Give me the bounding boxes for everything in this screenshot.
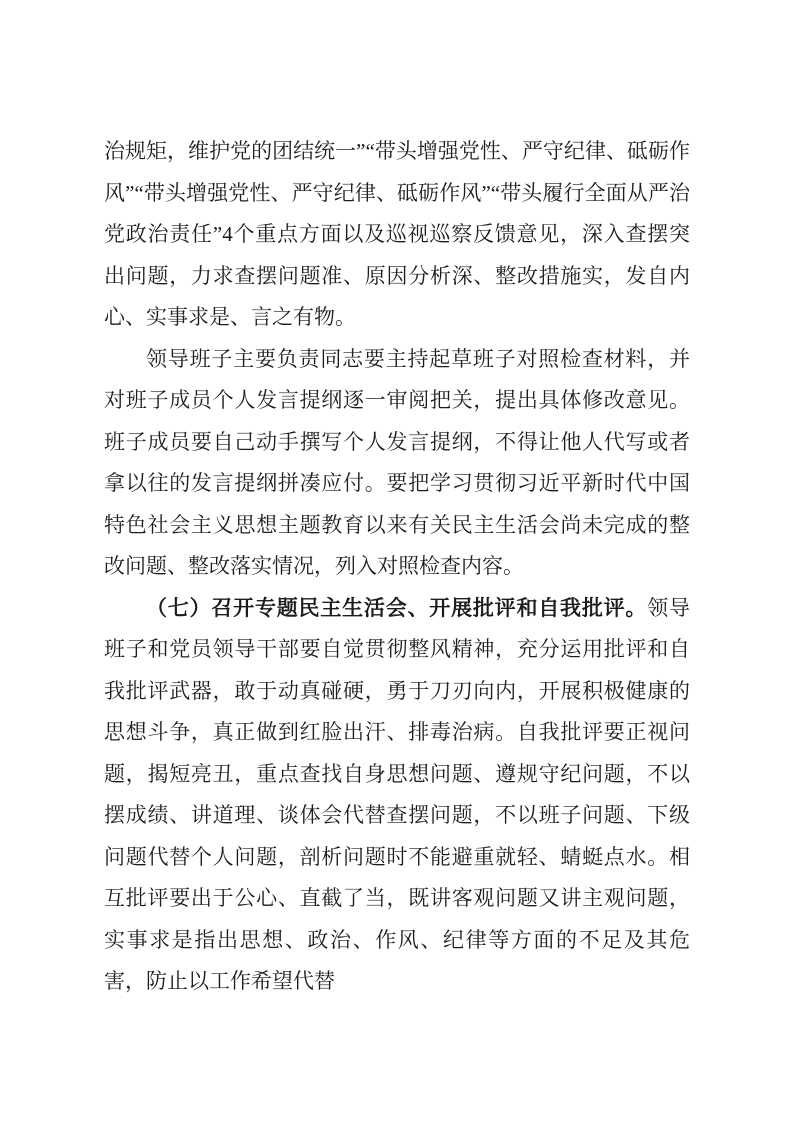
paragraph-text: 治规矩，维护党的团结统一”“带头增强党性、严守纪律、砥砺作风”“带头增强党性、严守纪律、砥砺作风”“带头履行全面从严治党政治责任”4个重点方面以及巡视巡察反馈意见，深入查摆突出问题，力求查摆问题准、原因分析深、整改措施实，发自内心、实事求是、言之有物。 [104,139,690,329]
paragraph-text: 领导班子和党员领导干部要自觉贯彻整风精神，充分运用批评和自我批评武器，敢于动真碰硬，勇于刀刃向内，开展积极健康的思想斗争，真正做到红脸出汗、排毒治病。自我批评要正视问题，揭短亮丑，重点查找自身思想问题、遵规守纪问题，不以摆成绩、讲道理、谈体会代替查摆问题，不以班子问题、下级问题代替个人问题，剖析问题时不能避重就轻、蜻蜓点水。相互批评要出于公心、直截了当，既讲客观问题又讲主观问题，实事求是指出思想、政治、作风、纪律等方面的不足及其危害，防止以工作希望代替 [104,595,691,993]
paragraph-body [104,339,690,588]
paragraph-text: 领导班子主要负责同志要主持起草班子对照检查材料，并对班子成员个人发言提纲逐一审阅把关，提出具体修改意见。班子成员要自己动手撰写个人发言提纲，不得让他人代写或者拿以往的发言提纲拼凑应付。要把学习贯彻习近平新时代中国特色社会主义思想主题教育以来有关民主生活会尚未完成的整改问题、整改落实情况，列入对照检查内容。 [104,346,690,578]
section-heading: （七）召开专题民主生活会、开展批评和自我批评。 [146,595,648,620]
document-text-block [104,131,690,1003]
paragraph-section-seven [104,588,690,1003]
paragraph-continuation [104,131,690,339]
